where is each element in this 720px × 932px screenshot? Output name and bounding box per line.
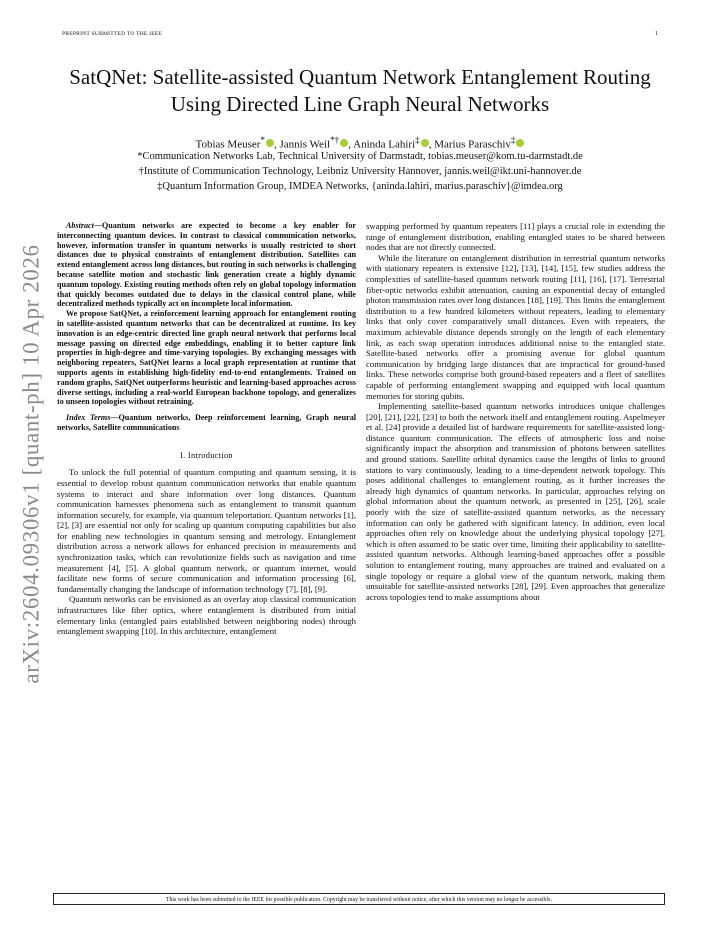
intro-paragraph: While the literature on entanglement distribution in terrestrial quantum networks with stationary repeaters is extensive [12], [13], [14], [15], few studies address the complexities of satellite-based quantum network routing [11], [16], [17]. Terrestrial fiber-optic networks exhibit attenuation, causing an exponential decay of entangled photon transmission rates over long distances [18], [19]. This limits the entanglement distribution to a few hundred kilometers without repeaters, leading to elementary links that only cover comparatively small distances. Even with repeaters, the maximum achievable distance depends strongly on the length of each elementary link, as each swap operation introduces additional noise to the entangled state. Satellite-based networks offer a promising avenue for global quantum communication by bridging large distances that are impractical for ground-based links. These networks comprise both ground-based repeaters and a fleet of satellites capable of performing entanglement swapping and equipped with local quantum memories for storing qubits.: [366, 252, 665, 401]
running-header: PREPRINT SUBMITTED TO THE IEEE: [62, 31, 163, 37]
author-mark: ‡: [415, 135, 420, 145]
author-name: Tobias Meuser: [195, 138, 261, 151]
title-line-2: Using Directed Line Graph Neural Networks: [170, 92, 550, 116]
orcid-icon[interactable]: [340, 139, 348, 147]
affiliation-2: †Institute of Communication Technology, Leibniz University Hannover, jannis.weil@ikt.uni-hannover.de: [138, 166, 582, 177]
orcid-icon[interactable]: [516, 139, 524, 147]
abstract-p2: We propose SatQNet, a reinforcement learning approach for entanglement routing in satellite-assisted quantum networks that can be decentralized at runtime. Its key innovation is an edge-centric directed line graph neural network that performs local message passing on directed edge embeddings, enabling it to better capture link properties in high-degree and time-varying topologies. By exchanging messages with neighboring repeaters, SatQNet learns a local graph representation at runtime that supports agents in establishing high-fidelity end-to-end entanglements. Trained on random graphs, SatQNet outperforms heuristic and learning-based approaches across diverse settings, including a real-world European backbone topology, and generalizes to unseen topologies without retraining.: [57, 309, 356, 407]
affiliation-1: *Communication Networks Lab, Technical University of Darmstadt, tobias.meuser@kom.tu-darmstadt.de: [137, 151, 583, 162]
affiliation-3: ‡Quantum Information Group, IMDEA Networks, {aninda.lahiri, marius.paraschiv}@imdea.org: [157, 181, 563, 192]
orcid-icon[interactable]: [421, 139, 429, 147]
intro-paragraph: Implementing satellite-based quantum networks introduces unique challenges [20], [21], [22], [23] to both the network itself and entanglement routing. Aspelmeyer et al. [24] provide a detailed list of hardware requirements for satellite-assisted long-distance quantum communication. The effects of atmospheric loss and noise significantly impact the absorption and transmission of photons between satellites and ground stations. Satellite orbital dynamics cause the lengths of links to ground stations to vary continuously, leading to a time-dependent network topology. This poses additional challenges to entanglement routing, as it further increases the already high dynamics of quantum networks. In particular, approaches relying on global information about the quantum network, as presented in [25], [26], scale poorly with the size of satellite-assisted quantum networks, as the necessary information can only be gathered with significant latency. In addition, even local approaches often rely on knowledge about the underlying physical topology [27], which is often assumed to be static over time, limiting their applicability to satellite-assisted quantum networks. Although learning-based approaches offer a possible solution to entanglement routing, many approaches are trained and evaluated on a single topology or require a global view of the quantum network, making them unsuitable for satellite-assisted networks [28], [29]. Even approaches that generalize across topologies tend to make assumptions about: [366, 401, 665, 602]
orcid-icon[interactable]: [266, 139, 274, 147]
section-title: I. Introduction: [180, 450, 233, 460]
author-name: Aninda Lahiri: [353, 138, 416, 151]
left-column: [57, 221, 356, 637]
arxiv-stamp-text: arXiv:2604.09306v1 [quant-ph] 10 Apr 2026: [19, 244, 44, 684]
author-mark: *†: [330, 135, 340, 145]
copyright-notice: This work has been submitted to the IEEE for possible publication. Copyright may be transferred without notice, after which this version may no longer be accessible.: [53, 893, 665, 905]
intro-paragraph: Quantum networks can be envisioned as an overlay atop classical communication infrastructures like fiber optics, where entanglement is distributed from initial elementary links (entangled pairs established between neighboring nodes) through entanglement swapping [10]. In this architecture, entanglement: [57, 594, 356, 637]
index-terms: —Quantum networks, Deep reinforcement learning, Graph neural networks, Satellite communications: [57, 413, 356, 432]
author-name: Marius Paraschiv: [434, 138, 511, 151]
abstract: [57, 221, 356, 433]
page-number: 1: [655, 31, 658, 37]
intro-paragraph: To unlock the full potential of quantum computing and quantum sensing, it is essential to develop robust quantum communication networks that enable quantum systems to interact and share information over long distances. Quantum communication harnesses phenomena such as entanglement to transmit quantum information securely, for example, via quantum teleportation. Quantum networks [1], [2], [3] are essential not only for scaling up quantum computing capabilities but also for enabling new technologies in quantum sensing and metrology. Entanglement distribution across a network allows for enhanced precision in measurements and synchronization tasks, which can revolutionize fields such as navigation and time measurement [4], [5]. A global quantum network, or quantum internet, would facilitate new forms of secure communication and information processing [6], fundamentally changing the landscape of information technology [7], [8], [9].: [57, 467, 356, 594]
arxiv-stamp: [14, 244, 50, 684]
right-column: [366, 221, 665, 602]
index-terms-label: Index Terms: [66, 413, 111, 423]
author-name: Jannis Weil: [279, 138, 331, 151]
author-mark: *: [260, 135, 265, 145]
intro-paragraph: swapping performed by quantum repeaters [11] plays a crucial role in extending the range of entanglement distribution, enabling entangled states to be shared between nodes that are not directly connected.: [366, 221, 665, 253]
author-list: Tobias Meuser* , Jannis Weil*† , Aninda Lahiri‡ , Marius Paraschiv‡: [60, 135, 660, 151]
title-line-1: SatQNet: Satellite-assisted Quantum Network Entanglement Routing: [69, 65, 651, 89]
paper-title: [60, 64, 660, 118]
abstract-p1: —Quantum networks are expected to become a key enabler for interconnecting quantum devices. In contrast to classical communication networks, however, information transfer in quantum networks is usually restricted to short distances due to physical constraints of entanglement distribution. Satellites can extend entanglement across long distances, but routing in such networks is challenging because satellite motion and stochastic link generation create a highly dynamic quantum topology. Existing routing methods often rely on global topology information that quickly becomes outdated due to delays in the classical control plane, while decentralized methods typically act on incomplete local information.: [57, 221, 356, 309]
author-mark: ‡: [510, 135, 516, 145]
abstract-label: Abstract: [66, 221, 94, 230]
